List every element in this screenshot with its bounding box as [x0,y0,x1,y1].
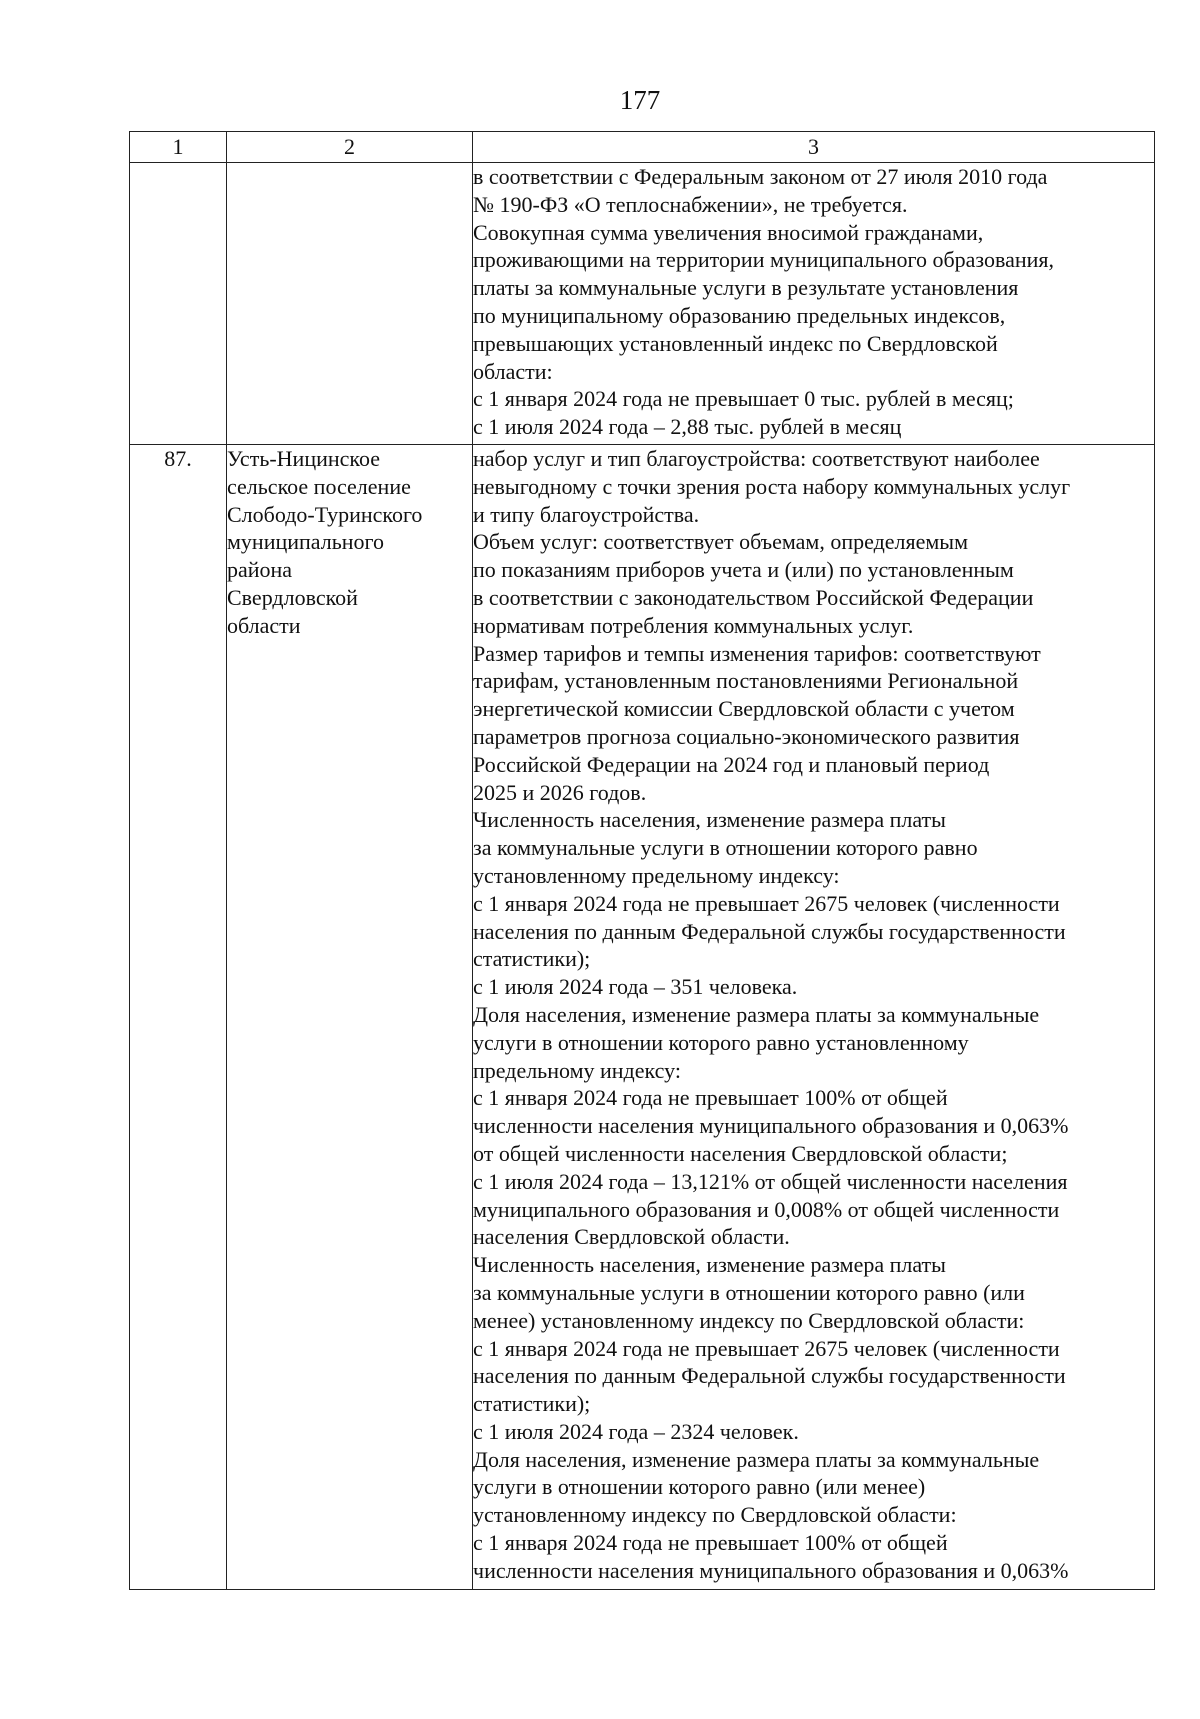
text-line: Размер тарифов и темпы изменения тарифов: соответствуют [473,640,1041,666]
text-line: по показаниям приборов учета и (или) по установленным [473,557,1014,583]
text-line: численности населения муниципального образования и 0,063% [473,1113,1069,1139]
text-line: Российской Федерации на 2024 год и плановый период [473,751,990,777]
table-row [130,163,1155,445]
content-cell [473,445,1155,1590]
text-line: Совокупная сумма увеличения вносимой гражданами, [473,219,984,245]
column-header-1: 1 [130,132,227,163]
text-line: энергетической комиссии Свердловской области с учетом [473,696,1015,722]
text-line: Усть-Ницинское [227,446,381,471]
text-line: Численность населения, изменение размера платы [473,1252,946,1278]
text-line: предельному индексу: [473,1057,681,1083]
text-line: с 1 июля 2024 года – 13,121% от общей численности населения [473,1168,1068,1194]
text-line: Свердловской [227,584,358,610]
text-line: услуги в отношении которого равно установленному [473,1029,969,1055]
text-line: области [227,612,301,638]
text-line: № 190-ФЗ «О теплоснабжении», не требуется. [473,191,908,217]
text-line: Доля населения, изменение размера платы за коммунальные [473,1446,1040,1472]
text-line: с 1 июля 2024 года – 351 человека. [473,974,798,1000]
text-line: менее) установленному индексу по Свердловской области: [473,1307,1025,1333]
text-line: и типу благоустройства. [473,501,700,527]
text-line: статистики); [473,946,591,972]
text-line: района [227,557,293,583]
text-line: с 1 июля 2024 года – 2324 человек. [473,1418,799,1444]
text-line: за коммунальные услуги в отношении которого равно [473,835,978,861]
text-line: с 1 января 2024 года не превышает 2675 человек (численности [473,890,1060,916]
text-line: за коммунальные услуги в отношении которого равно (или [473,1279,1025,1305]
text-line: невыгодному с точки зрения роста набору коммунальных услуг [473,473,1071,499]
page-number: 177 [619,85,661,115]
text-line: с 1 января 2024 года не превышает 100% от общей [473,1530,948,1556]
text-line: муниципального образования и 0,008% от общей численности [473,1196,1060,1222]
text-line: 2025 и 2026 годов. [473,779,647,805]
text-line: превышающих установленный индекс по Свердловской [473,330,998,356]
text-line: услуги в отношении которого равно (или менее) [473,1474,926,1500]
text-line: с 1 июля 2024 года – 2,88 тыс. рублей в месяц [473,414,902,440]
text-line: статистики); [473,1391,591,1417]
text-line: установленному предельному индексу: [473,862,840,888]
text-line: в соответствии с законодательством Российской Федерации [473,584,1034,610]
text-line: населения по данным Федеральной службы государственности [473,1363,1066,1389]
text-line: платы за коммунальные услуги в результате установления [473,275,1019,301]
text-line: Численность населения, изменение размера платы [473,807,946,833]
table-header-row [130,132,1155,163]
row-number-cell [130,163,227,445]
text-line: населения по данным Федеральной службы государственности [473,918,1066,944]
text-line: нормативам потребления коммунальных услуг. [473,612,914,638]
text-line: с 1 января 2024 года не превышает 2675 человек (численности [473,1335,1060,1361]
text-line: установленному индексу по Свердловской области: [473,1502,957,1528]
text-line: тарифам, установленным постановлениями Региональной [473,668,1019,694]
text-line: от общей численности населения Свердловской области; [473,1140,1008,1166]
text-line: населения Свердловской области. [473,1224,790,1250]
column-header-2: 2 [227,132,473,163]
text-line: с 1 января 2024 года не превышает 100% от общей [473,1085,948,1111]
text-line: Объем услуг: соответствует объемам, определяемым [473,529,969,555]
text-line: параметров прогноза социально-экономического развития [473,723,1020,749]
municipality-cell [227,163,473,445]
text-line: набор услуг и тип благоустройства: соответствуют наиболее [473,446,1040,471]
column-header-3: 3 [473,132,1155,163]
text-line: в соответствии с Федеральным законом от 27 июля 2010 года [473,164,1048,189]
text-line: численности населения муниципального образования и 0,063% [473,1557,1069,1583]
text-line: по муниципальному образованию предельных индексов, [473,302,1006,328]
municipality-cell [227,445,473,1590]
text-line: проживающими на территории муниципального образования, [473,247,1055,273]
text-line: области: [473,358,553,384]
text-line: Доля населения, изменение размера платы за коммунальные [473,1001,1040,1027]
row-number-cell: 87. [130,445,227,1590]
content-cell [473,163,1155,445]
text-line: муниципального [227,529,385,555]
text-line: с 1 января 2024 года не превышает 0 тыс. рублей в месяц; [473,386,1014,412]
table-row [130,445,1155,1590]
document-table [129,131,1155,1590]
text-line: Слободо-Туринского [227,501,423,527]
text-line: сельское поселение [227,473,411,499]
